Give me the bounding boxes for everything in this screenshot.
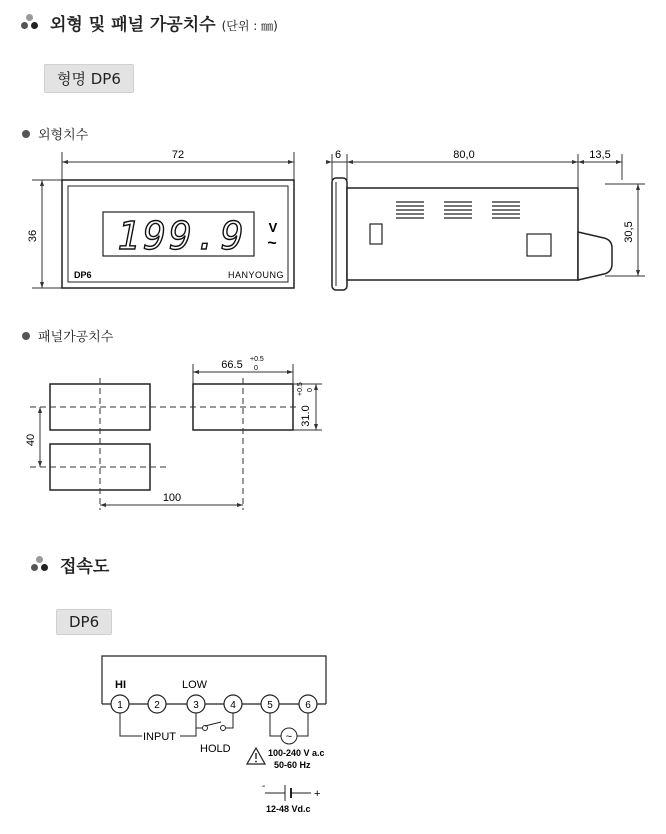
terminal-block bbox=[578, 232, 612, 280]
dc-plus-label: + bbox=[314, 788, 321, 800]
display-unit-ac: ~ bbox=[267, 235, 277, 252]
ac-supply-label: 100-240 V a.c bbox=[268, 748, 325, 758]
front-model-text: DP6 bbox=[74, 270, 92, 280]
vertical-pitch-label: 40 bbox=[25, 433, 37, 447]
section-title-wiring bbox=[30, 552, 109, 577]
hi-label: HI bbox=[115, 679, 126, 691]
side-label-window bbox=[527, 234, 551, 256]
outer-dimension-drawing bbox=[0, 140, 666, 300]
terminal-4-label: 4 bbox=[230, 700, 236, 711]
warning-icon bbox=[247, 748, 265, 764]
freq-label: 50-60 Hz bbox=[274, 760, 311, 770]
side-bezel bbox=[332, 178, 347, 290]
terminal-6-label: 6 bbox=[305, 700, 311, 711]
outer-dims-title-text: 외형치수 bbox=[38, 128, 89, 143]
terminal-1-label: 1 bbox=[117, 700, 123, 711]
front-height-label: 36 bbox=[27, 229, 39, 243]
dc-minus-label: - bbox=[262, 781, 266, 792]
section-title-wiring-text: 접속도 bbox=[60, 557, 110, 577]
side-body-label: 80,0 bbox=[453, 149, 475, 161]
hold-switch-contact-right bbox=[221, 726, 226, 731]
dc-supply-label: 12-48 Vd.c bbox=[266, 804, 311, 814]
side-clip-slot bbox=[370, 224, 382, 244]
low-label: LOW bbox=[182, 679, 208, 691]
section-bullet-icon bbox=[30, 554, 52, 572]
unit-label: (단위 : ㎜) bbox=[221, 19, 278, 33]
front-brand-text: HANYOUNG bbox=[227, 270, 284, 280]
panel-cut-title-text: 패널가공치수 bbox=[38, 330, 114, 345]
hold-label: HOLD bbox=[200, 743, 231, 755]
side-bezel-label: 6 bbox=[334, 149, 342, 161]
display-unit-v: V bbox=[268, 220, 278, 235]
hold-switch-contact-left bbox=[203, 726, 208, 731]
section-title-dimensions bbox=[20, 10, 278, 35]
model-label-box: 형명 DP6 bbox=[44, 64, 134, 93]
panel-cut-title bbox=[22, 326, 113, 345]
terminal-housing-outline bbox=[102, 656, 326, 704]
section-bullet-icon bbox=[20, 12, 42, 30]
wiring-diagram bbox=[0, 650, 666, 834]
panel-cut-drawing bbox=[0, 350, 666, 520]
wiring-model-label-box: DP6 bbox=[56, 609, 112, 635]
display-value: 199.9 bbox=[117, 214, 247, 258]
side-terminal-label: 13,5 bbox=[589, 149, 611, 161]
cut-width-tol-minus: 0 bbox=[254, 365, 258, 372]
terminal-2-label: 2 bbox=[154, 700, 160, 711]
bullet-icon bbox=[22, 130, 30, 138]
cut-height-label: 31.0 bbox=[300, 405, 312, 427]
cut-height-tol-minus: 0 bbox=[307, 388, 314, 392]
cut-height-tol-plus: +0.5 bbox=[297, 382, 304, 396]
cut-width-tol-plus: +0.5 bbox=[250, 356, 264, 363]
terminal-5-label: 5 bbox=[267, 700, 273, 711]
horizontal-pitch-label: 100 bbox=[162, 492, 182, 504]
input-label: INPUT bbox=[143, 731, 176, 743]
section-title-text: 외형 및 패널 가공치수 bbox=[50, 15, 216, 35]
front-width-label: 72 bbox=[171, 149, 185, 161]
cut-width-label: 66.5 bbox=[221, 359, 243, 371]
side-height-label: 30,5 bbox=[623, 221, 635, 243]
dc-source-symbol bbox=[265, 785, 311, 801]
terminal-3-label: 3 bbox=[193, 700, 199, 711]
ac-source-wave: ~ bbox=[285, 731, 293, 743]
bullet-icon bbox=[22, 332, 30, 340]
